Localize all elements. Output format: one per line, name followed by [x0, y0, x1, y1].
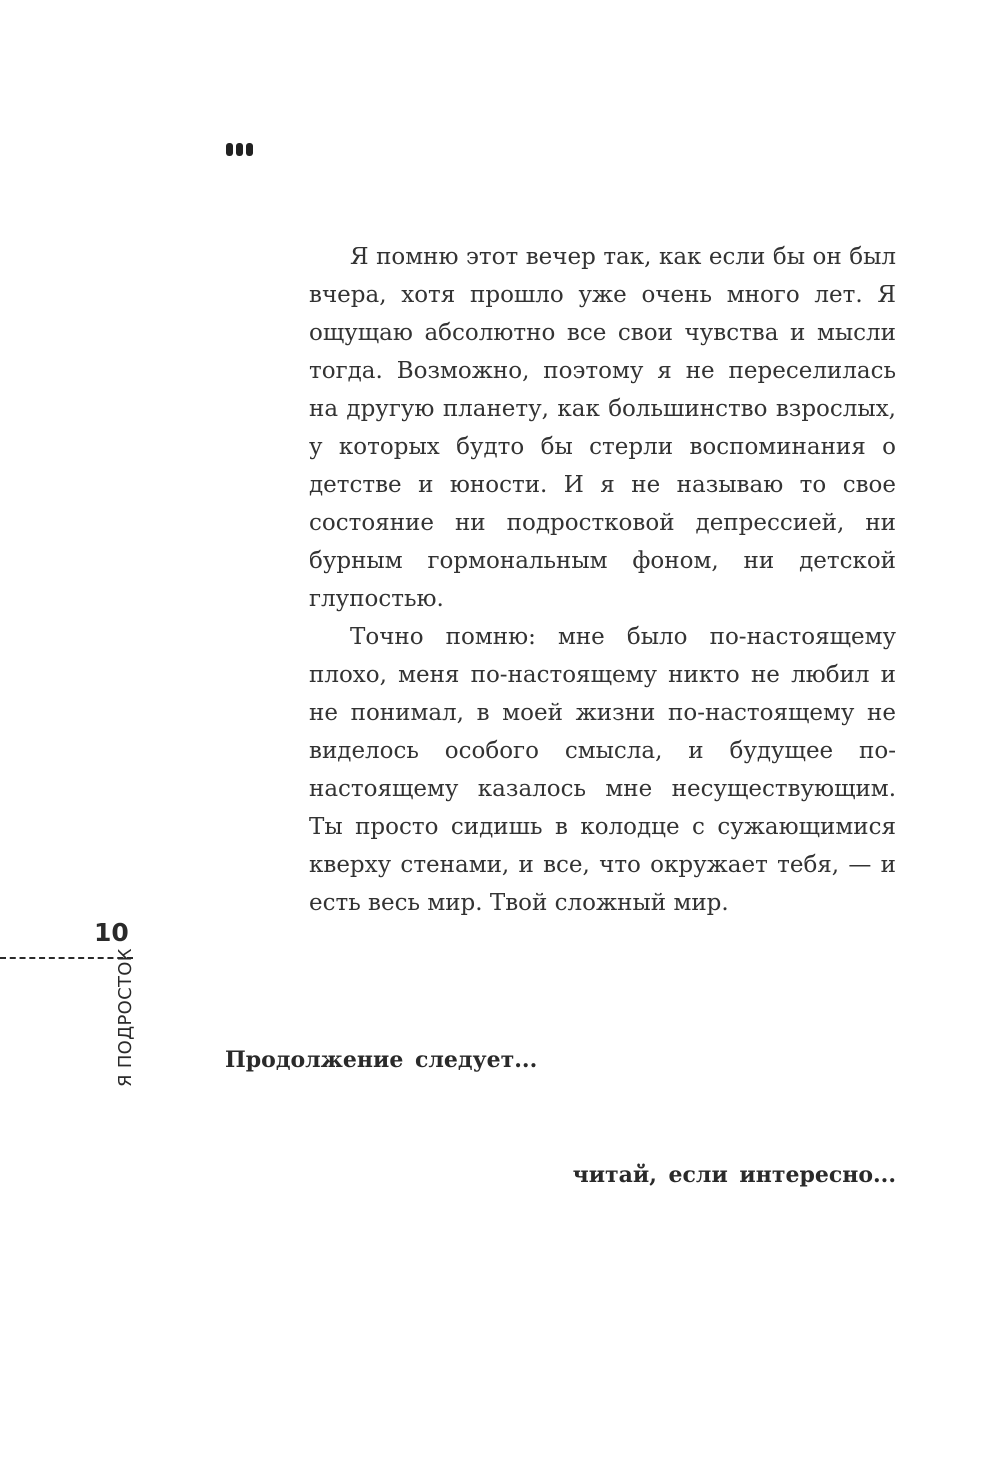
section-break-dots [226, 143, 253, 156]
dot [246, 143, 253, 156]
continued-label: Продолжение следует... [225, 1047, 538, 1073]
paragraph: Точно помню: мне было по-настоящему плохо, меня по-настоящему никто не любил и не понимал, в моей жизни по-настоящему не виделось особого смысла, и будущее понастоящему казалось мне несуществующим. Ты просто сидишь в колодце с сужающимися кверху стенами, и все, что окружает тебя, — и есть весь мир. Твой сложный мир. [309, 624, 896, 916]
dot [226, 143, 233, 156]
paragraph: Я помню этот вечер так, как если бы он был вчера, хотя прошло уже очень много лет. Я ощущаю абсолютно все свои чувства и мысли тогда. Возможно, поэтому я не переселилась на другую планету, как большинство взрослых, у которых будто бы стерли воспоминания о детстве и юности. И я не называю то свое состояние ни подростковой депрессией, ни бурным гормональным фоном, ни детской глупостью. [309, 244, 896, 612]
dot [236, 143, 243, 156]
read-on-label: читай, если интересно... [572, 1162, 896, 1188]
body-text [309, 238, 896, 922]
page-number: 10 [94, 918, 129, 947]
running-head: Я ПОДРОСТОК [115, 948, 136, 1087]
dashed-divider [0, 957, 133, 959]
